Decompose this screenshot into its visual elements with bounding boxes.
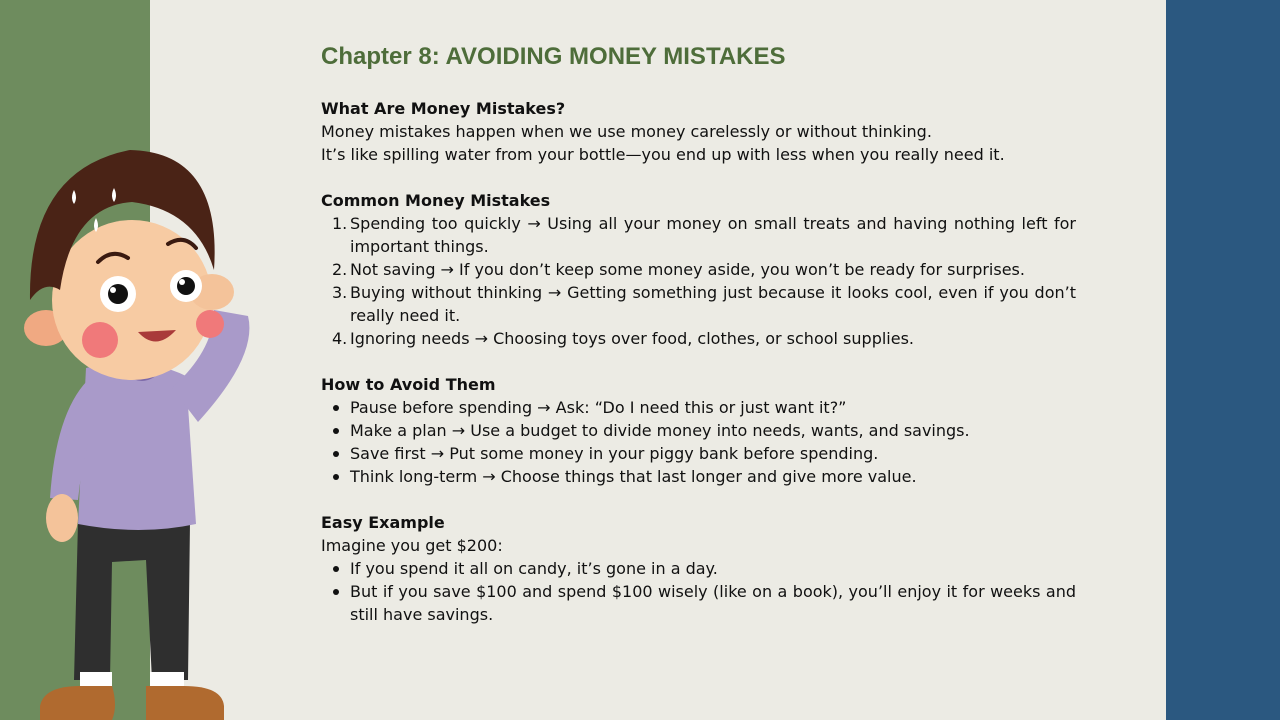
item-number: 4. (332, 329, 348, 348)
item-text: Make a plan → Use a budget to divide money into needs, wants, and savings. (350, 421, 970, 440)
section-how-to-avoid-them (321, 373, 1076, 488)
item-text: Pause before spending → Ask: “Do I need this or just want it?” (350, 398, 847, 417)
list-item (321, 419, 1076, 442)
section-easy-example (321, 511, 1076, 626)
item-text: Buying without thinking → Getting something just because it looks cool, even if you don’t really need it. (350, 283, 1076, 325)
item-number: 3. (332, 283, 348, 302)
item-text: Spending too quickly → Using all your money on small treats and having nothing left for important things. (350, 214, 1076, 256)
list-item (321, 465, 1076, 488)
right-blue-band (1166, 0, 1280, 720)
bullet-icon (333, 474, 339, 480)
item-text: But if you save $100 and spend $100 wisely (like on a book), you’ll enjoy it for weeks and still have savings. (350, 582, 1076, 624)
paragraph-line: Money mistakes happen when we use money carelessly or without thinking. (321, 122, 932, 141)
item-number: 1. (332, 214, 348, 233)
confused-boy-illustration (0, 140, 270, 720)
list-item (321, 281, 1076, 327)
section-heading: Easy Example (321, 513, 445, 532)
section-heading: How to Avoid Them (321, 375, 496, 394)
section-heading: Common Money Mistakes (321, 191, 551, 210)
paragraph-line: It’s like spilling water from your bottle—you end up with less when you really need it. (321, 145, 1005, 164)
section-common-money-mistakes (321, 189, 1076, 350)
item-text: Ignoring needs → Choosing toys over food, clothes, or school supplies. (350, 329, 914, 348)
section-heading: What Are Money Mistakes? (321, 99, 566, 118)
item-number: 2. (332, 260, 348, 279)
item-text: Save first → Put some money in your piggy bank before spending. (350, 444, 879, 463)
bullet-list (321, 396, 1076, 488)
list-item (321, 327, 1076, 350)
section-what-are-money-mistakes (321, 97, 1076, 166)
item-text: Think long-term → Choose things that last longer and give more value. (350, 467, 917, 486)
bullet-icon (333, 428, 339, 434)
list-item (321, 212, 1076, 258)
bullet-list (321, 557, 1076, 626)
list-item (321, 580, 1076, 626)
item-text: Not saving → If you don’t keep some money aside, you won’t be ready for surprises. (350, 260, 1025, 279)
bullet-icon (333, 451, 339, 457)
bullet-icon (333, 405, 339, 411)
chapter-title: Chapter 8: AVOIDING MONEY MISTAKES (321, 43, 786, 70)
example-intro: Imagine you get $200: (321, 536, 503, 555)
list-item (321, 442, 1076, 465)
chapter-content (321, 40, 1076, 649)
item-text: If you spend it all on candy, it’s gone in a day. (350, 559, 718, 578)
numbered-list (321, 212, 1076, 350)
bullet-icon (333, 566, 339, 572)
list-item (321, 396, 1076, 419)
list-item (321, 258, 1076, 281)
list-item (321, 557, 1076, 580)
bullet-icon (333, 589, 339, 595)
